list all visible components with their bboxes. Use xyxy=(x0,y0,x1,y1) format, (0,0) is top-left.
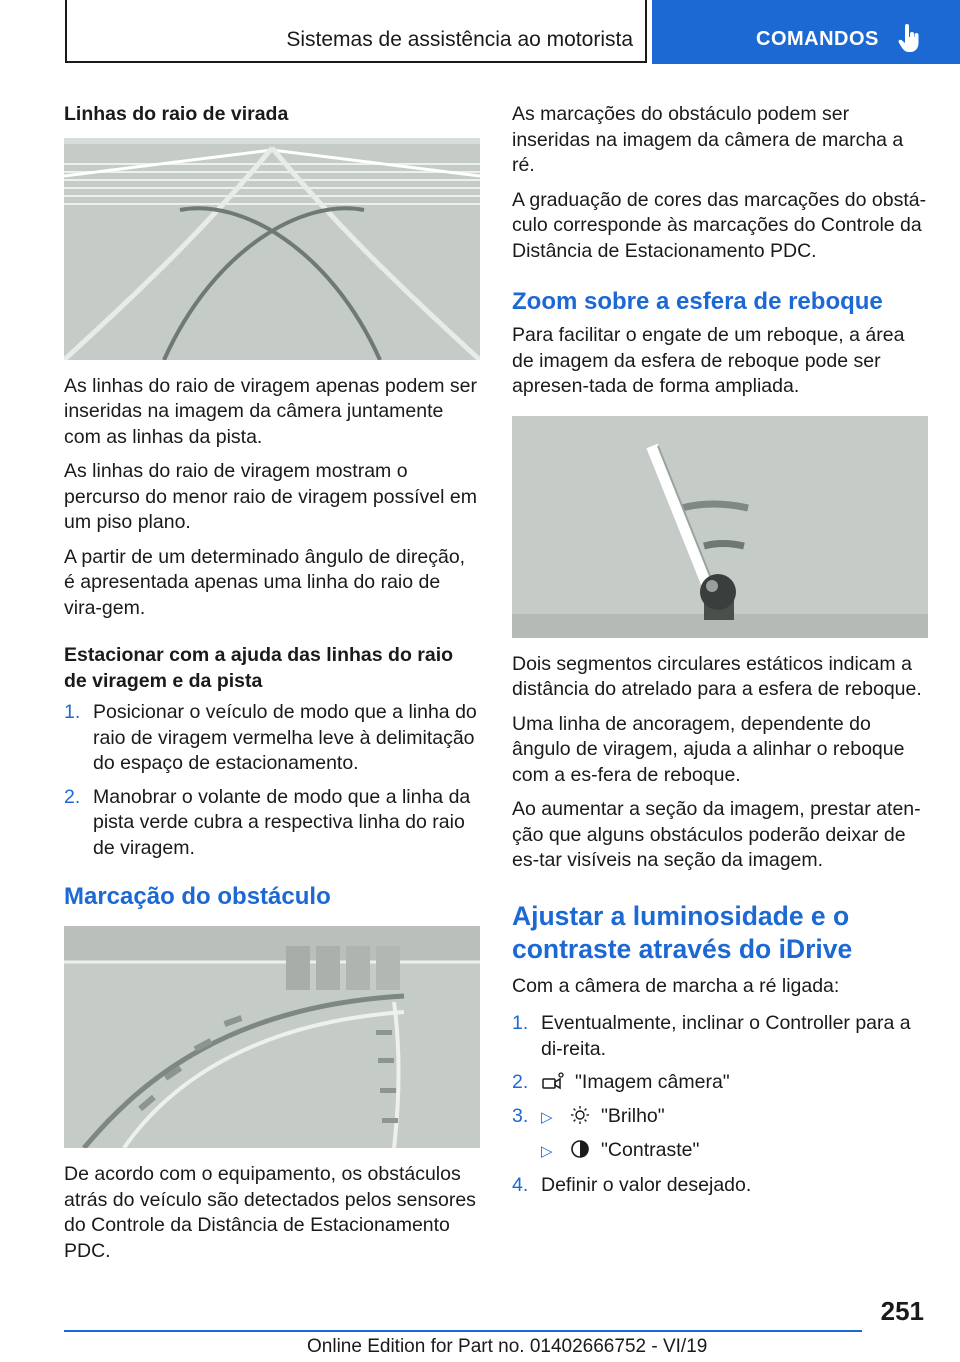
step-number: 3. xyxy=(512,1104,529,1127)
left-column xyxy=(64,102,480,1273)
list-item xyxy=(512,1104,928,1165)
list-item xyxy=(512,1070,928,1096)
paragraph: De acordo com o equipamento, os obstáculos atrás do veículo são detectados pelos sensores do Controle da Distância de Estacionamento PDC. xyxy=(64,1163,476,1262)
camera-icon xyxy=(541,1071,567,1091)
header-section-box xyxy=(65,0,647,63)
pointing-hand-icon xyxy=(898,24,920,54)
heading-parking-with-lines: Estacionar com a ajuda das linhas do raio de viragem e da pista xyxy=(64,644,454,692)
parking-steps-list xyxy=(64,700,480,861)
right-column xyxy=(512,102,928,1206)
step-text: Eventualmente, inclinar o Controller para a di-reita. xyxy=(541,1012,911,1060)
turning-radius-lines-figure xyxy=(64,138,480,360)
heading-brightness-contrast: Ajustar a luminosidade e o contraste através do iDrive xyxy=(512,900,853,964)
step-number: 4. xyxy=(512,1173,529,1196)
step-text: "Imagem câmera" xyxy=(575,1071,730,1093)
paragraph: Uma linha de ancoragem, dependente do ângulo de viragem, ajuda a alinhar o reboque com a es-fera de reboque. xyxy=(512,712,905,786)
list-item xyxy=(64,700,480,777)
footer-divider xyxy=(64,1330,862,1332)
paragraph: As linhas do raio de viragem mostram o percurso do menor raio de viragem possível em um piso plano. xyxy=(64,460,477,533)
heading-turning-radius-lines: Linhas do raio de virada xyxy=(64,103,289,125)
step-text: "Brilho" xyxy=(601,1104,665,1127)
step-number: 2. xyxy=(64,785,81,808)
heading-obstacle-marking: Marcação do obstáculo xyxy=(64,883,331,910)
list-item xyxy=(64,785,480,862)
step-number: 1. xyxy=(512,1012,529,1034)
header-section-title: Sistemas de assistência ao motorista xyxy=(286,28,633,51)
step-number: 1. xyxy=(64,701,81,723)
footer-edition: Online Edition for Part no. 01402666752 - VI/19 xyxy=(307,1336,708,1357)
triangle-bullet-icon: ▷ xyxy=(541,1108,553,1126)
paragraph: A graduação de cores das marcações do obstá-culo corresponde às marcações do Controle da Distância de Estacionamento PDC. xyxy=(512,188,927,262)
paragraph: A partir de um determinado ângulo de direção, é apresentada apenas uma linha do raio de vira-gem. xyxy=(64,545,466,619)
paragraph: As marcações do obstáculo podem ser inseridas na imagem da câmera de marcha a ré. xyxy=(512,103,904,176)
step-text: Manobrar o volante de modo que a linha da pista verde cubra a respectiva linha do raio de viragem. xyxy=(93,785,471,859)
paragraph: Ao aumentar a seção da imagem, prestar aten-ção que alguns obstáculos poderão deixar de es-tar visíveis na seção da imagem. xyxy=(512,798,921,871)
page-number: 251 xyxy=(880,1296,924,1326)
paragraph: Com a câmera de marcha a ré ligada: xyxy=(512,974,840,997)
brightness-icon xyxy=(567,1105,593,1125)
contrast-icon xyxy=(567,1139,593,1159)
header-tab-label: COMANDOS xyxy=(756,28,879,50)
paragraph: As linhas do raio de viragem apenas podem ser inseridas na imagem da câmera juntamente com as linhas da pista. xyxy=(64,374,477,448)
step-text: Definir o valor desejado. xyxy=(541,1173,752,1196)
step-number: 2. xyxy=(512,1071,529,1093)
list-item xyxy=(512,1173,928,1199)
obstacle-marking-figure xyxy=(64,926,480,1148)
list-item xyxy=(512,1011,928,1062)
heading-tow-ball-zoom: Zoom sobre a esfera de reboque xyxy=(512,288,883,315)
step-text: Posicionar o veículo de modo que a linha do raio de viragem vermelha leve à delimitação do espaço de estacionamento. xyxy=(93,701,477,774)
tow-ball-zoom-figure xyxy=(512,416,928,638)
page-header xyxy=(0,0,960,66)
brightness-steps-list xyxy=(512,1011,928,1198)
paragraph: Dois segmentos circulares estáticos indicam a distância do atrelado para a esfera de reboque. xyxy=(512,652,922,700)
paragraph: Para facilitar o engate de um reboque, a área de imagem da esfera de reboque pode ser apresen-tada de forma ampliada. xyxy=(512,324,905,397)
header-tab-comandos[interactable] xyxy=(652,0,960,64)
step-text: "Contraste" xyxy=(601,1139,700,1161)
triangle-bullet-icon: ▷ xyxy=(541,1143,553,1160)
